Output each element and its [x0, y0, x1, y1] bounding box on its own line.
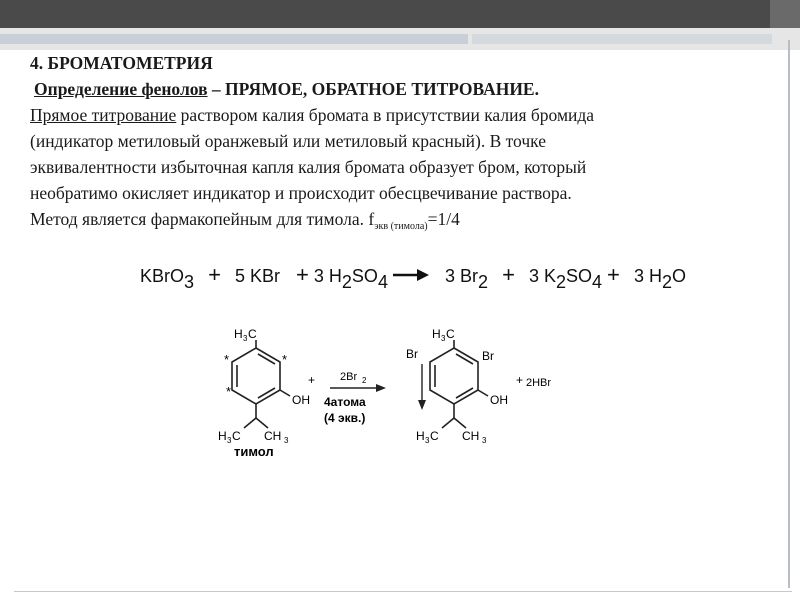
slide-text [30, 50, 750, 240]
side-rule [788, 40, 790, 588]
feq-subscript: экв (тимола) [374, 221, 428, 232]
thymol-star-right: * [282, 352, 288, 367]
product-ipr-right-3: 3 [482, 436, 487, 445]
eq-plus: + [296, 262, 309, 287]
paragraph-line-4: необратимо окисляет индикатор и происходит обесцвечивание раствора. [30, 183, 572, 203]
eq-reactant-kbro3: KBrO3 [140, 266, 195, 292]
thymol-methyl-c: C [248, 327, 257, 341]
product-ipr-right: CH [462, 429, 480, 443]
product-br-right: Br [482, 349, 494, 363]
paragraph-line-1 [30, 102, 750, 128]
bromination-scheme [200, 320, 580, 470]
eq-reactant-kbr: 5 KBr [234, 266, 280, 286]
thymol-methyl-h: H [234, 327, 243, 341]
equiv-label: (4 экв.) [324, 411, 366, 425]
eq-product-br2: 3 Br2 [445, 266, 489, 292]
product-methyl-3: 3 [441, 334, 446, 343]
thymol-ipr-right: CH [264, 429, 282, 443]
thymol-ipr-left-c: C [232, 429, 241, 443]
thymol-oh: OH [292, 393, 310, 407]
product-ipr-left-c: C [430, 429, 439, 443]
thymol-star-left: * [224, 352, 230, 367]
subtitle-phenols: Определение фенолов [34, 79, 208, 99]
migration-arrow-icon [418, 364, 426, 410]
title-bar [0, 0, 800, 28]
para-line-5-text: Метод является фармакопейным для тимола. f [30, 209, 375, 229]
product-plus: + [516, 373, 524, 387]
reagent-br2: 2Br [340, 371, 358, 383]
eq-plus: + [502, 262, 515, 287]
thymol-methyl-3: 3 [243, 334, 248, 343]
decor-stripe-inner-left [0, 34, 468, 44]
thymol-ipr-left-3: 3 [227, 436, 232, 445]
thymol-ipr-right-3: 3 [284, 436, 289, 445]
eq-reactant-h2so4: 3 H2SO4 [313, 266, 388, 292]
decor-stripe-inner-right [472, 34, 772, 44]
direct-titration-label: Прямое титрование [30, 105, 177, 125]
reagent-br2-sub: 2 [362, 376, 367, 385]
reaction-equation [140, 262, 780, 293]
thymol-name: тимол [234, 444, 274, 459]
paragraph-line-2: (индикатор метиловый оранжевый или метиловый красный). В точке [30, 131, 546, 151]
paragraph-line-5 [30, 206, 750, 240]
atoms-label: 4атома [324, 395, 366, 409]
product-ipr-left-h: H [416, 429, 425, 443]
product-ipr-left-3: 3 [425, 436, 430, 445]
subtitle-line [30, 76, 750, 102]
feq-value: =1/4 [427, 209, 460, 229]
tribromothymol-molecule [430, 340, 488, 428]
eq-product-k2so4: 3 K2SO4 [528, 266, 603, 292]
para-line-1-text: раствором калия бромата в присутствии калия бромида [176, 105, 595, 125]
eq-product-h2o: 3 H2O [633, 266, 686, 292]
reaction-arrow-icon [393, 266, 429, 287]
scheme-plus: + [308, 373, 316, 387]
product-methyl-c: C [446, 327, 455, 341]
title-bar-accent [770, 0, 800, 28]
product-br-left: Br [406, 347, 418, 361]
product-methyl-h: H [432, 327, 441, 341]
thymol-star-bottom: * [226, 384, 232, 399]
paragraph-line-3: эквивалентности избыточная капля калия бромата образует бром, который [30, 157, 587, 177]
subtitle-titration: – ПРЯМОЕ, ОБРАТНОЕ ТИТРОВАНИЕ. [207, 79, 539, 99]
scheme-arrow-icon [330, 384, 386, 392]
eq-plus: + [208, 262, 221, 287]
thymol-ipr-left-h: H [218, 429, 227, 443]
slide-title: 4. БРОМАТОМЕТРИЯ [30, 53, 213, 73]
eq-plus: + [607, 262, 620, 287]
hbr-label: 2HBr [526, 377, 552, 389]
product-oh: OH [490, 393, 508, 407]
bottom-rule [14, 591, 792, 592]
